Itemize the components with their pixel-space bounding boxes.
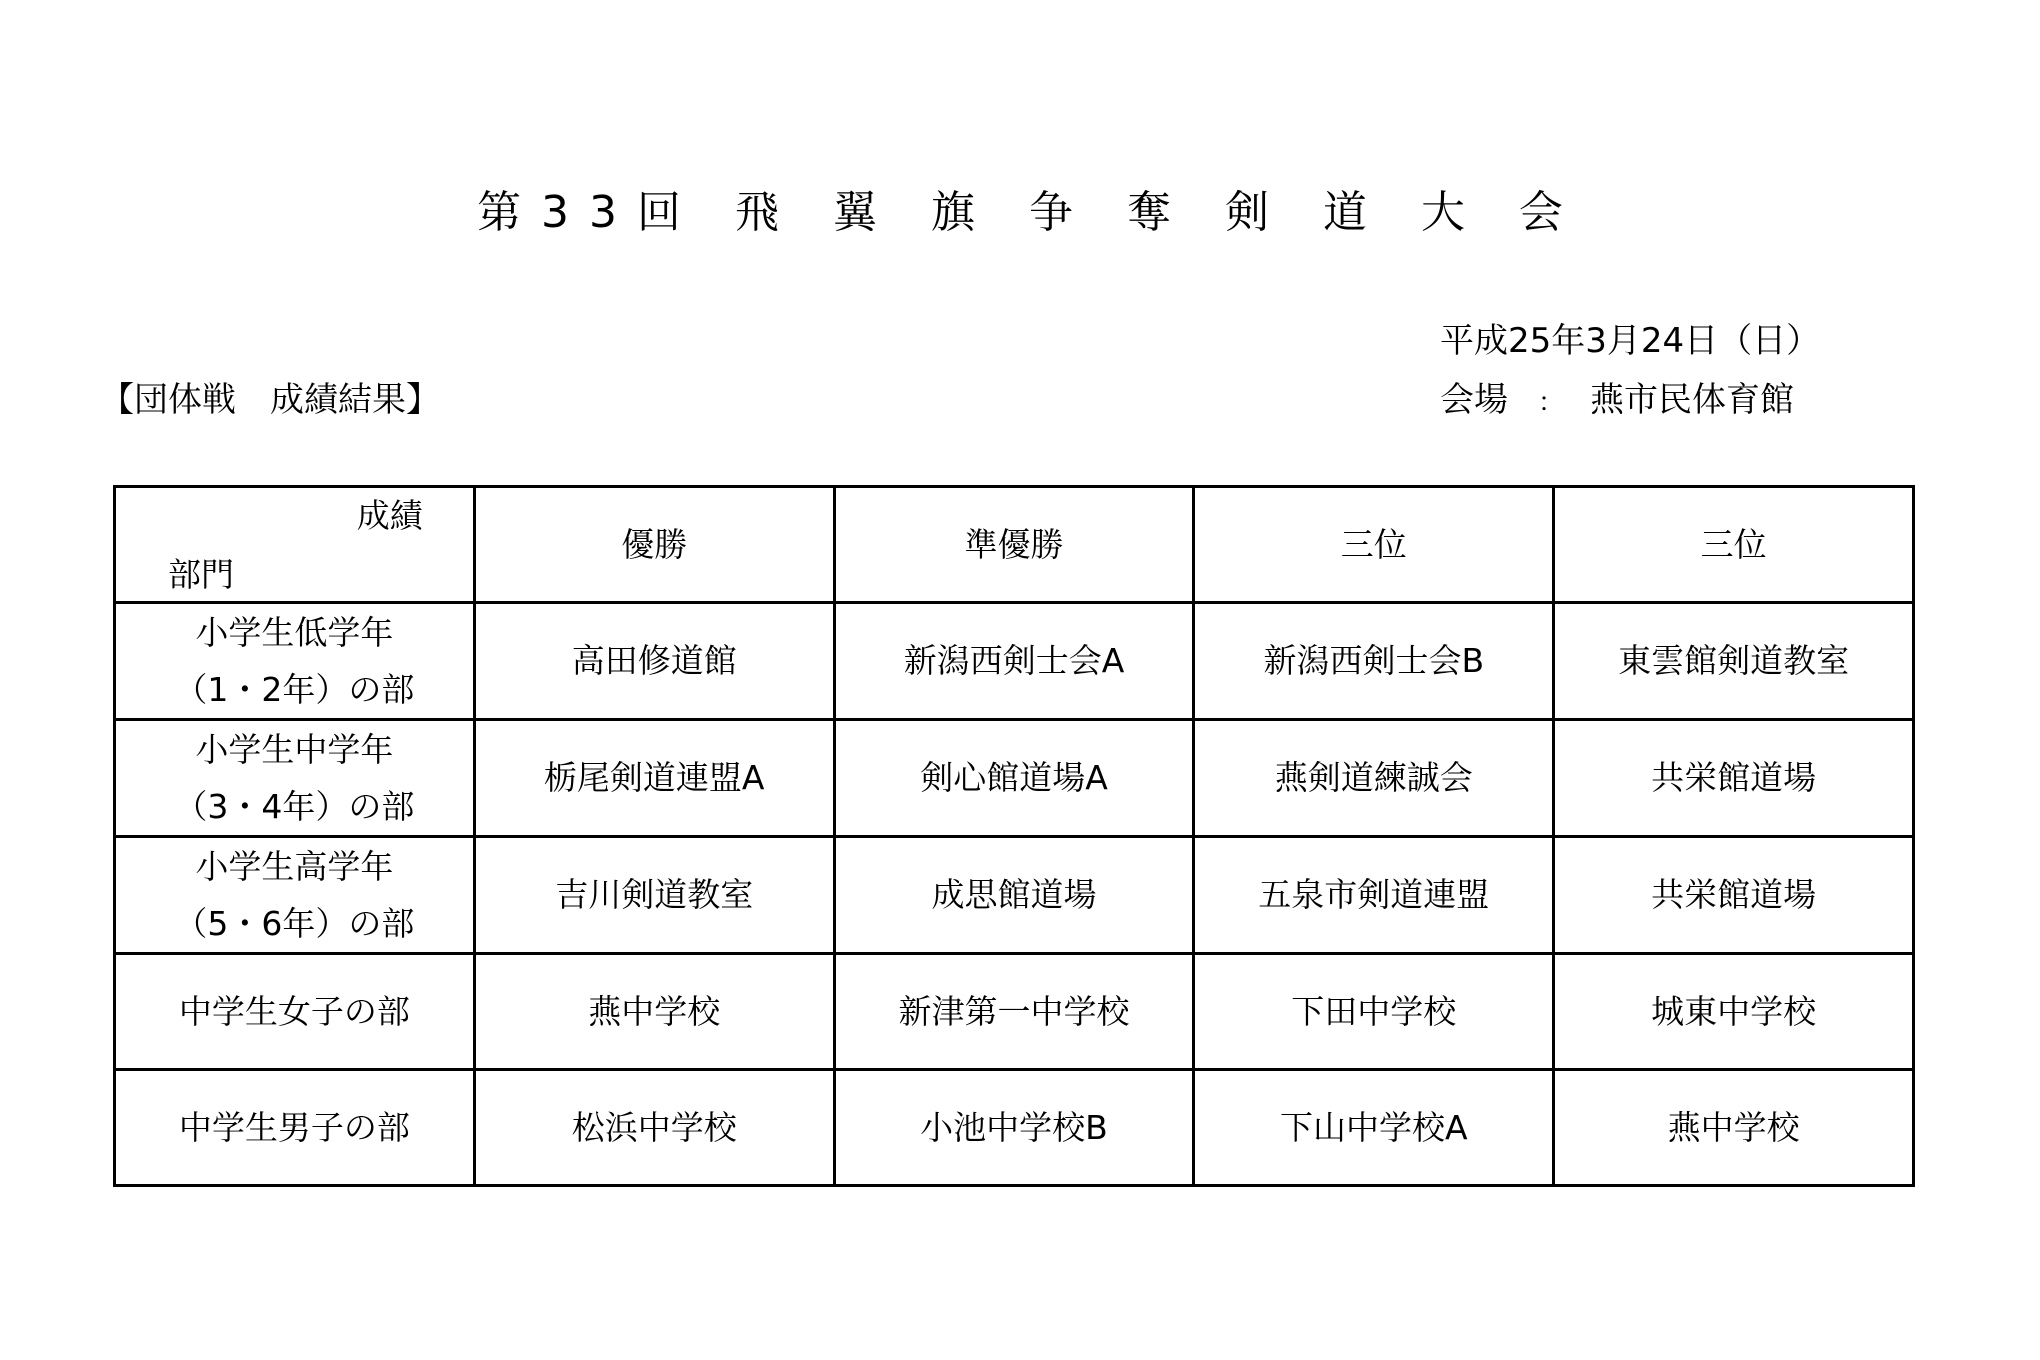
venue-line <box>1440 379 1794 424</box>
result-cell: 成思館道場 <box>834 837 1194 954</box>
results-table <box>113 485 1915 1187</box>
section-heading: 【団体戦 成績結果】 <box>100 380 440 420</box>
table-header-row <box>115 487 1914 603</box>
division-name: 小学生高学年 <box>195 847 394 886</box>
corner-division-label: 部門 <box>168 555 234 594</box>
result-cell: 城東中学校 <box>1554 954 1914 1070</box>
venue-name: 燕市民体育館 <box>1590 380 1795 420</box>
division-cell <box>115 837 475 954</box>
division-cell <box>115 603 475 720</box>
result-cell: 高田修道館 <box>474 603 834 720</box>
result-cell: 東雲館剣道教室 <box>1554 603 1914 720</box>
result-cell: 共栄館道場 <box>1554 837 1914 954</box>
result-cell: 栃尾剣道連盟A <box>474 720 834 837</box>
division-cell: 中学生女子の部 <box>115 954 475 1070</box>
result-cell: 下田中学校 <box>1194 954 1554 1070</box>
result-cell: 新潟西剣士会B <box>1194 603 1554 720</box>
venue-separator: ： <box>1538 388 1565 418</box>
corner-results-label: 成績 <box>356 496 423 535</box>
division-grades: （1・2年）の部 <box>174 670 415 709</box>
result-cell: 燕剣道練誠会 <box>1194 720 1554 837</box>
result-cell: 共栄館道場 <box>1554 720 1914 837</box>
division-name: 小学生中学年 <box>195 730 394 769</box>
table-row <box>115 837 1914 954</box>
result-cell: 松浜中学校 <box>474 1070 834 1186</box>
division-cell <box>115 720 475 837</box>
table-row <box>115 720 1914 837</box>
table-row <box>115 954 1914 1070</box>
result-cell: 燕中学校 <box>474 954 834 1070</box>
header-cell-runner-up: 準優勝 <box>834 487 1194 603</box>
result-cell: 吉川剣道教室 <box>474 837 834 954</box>
header-cell-third-2: 三位 <box>1554 487 1914 603</box>
event-date: 平成25年3月24日（日） <box>1440 321 1821 361</box>
result-cell: 新津第一中学校 <box>834 954 1194 1070</box>
result-cell: 燕中学校 <box>1554 1070 1914 1186</box>
division-grades: （5・6年）の部 <box>174 904 415 943</box>
table-row <box>115 603 1914 720</box>
division-cell: 中学生男子の部 <box>115 1070 475 1186</box>
header-cell-third-1: 三位 <box>1194 487 1554 603</box>
document-title: 第33回 飛 翼 旗 争 奪 剣 道 大 会 <box>477 187 1583 238</box>
result-cell: 五泉市剣道連盟 <box>1194 837 1554 954</box>
venue-label: 会場 <box>1440 380 1508 420</box>
result-cell: 下山中学校A <box>1194 1070 1554 1186</box>
table-row <box>115 1070 1914 1186</box>
corner-header-cell <box>115 487 475 603</box>
result-cell: 小池中学校B <box>834 1070 1194 1186</box>
division-grades: （3・4年）の部 <box>174 787 415 826</box>
result-cell: 剣心館道場A <box>834 720 1194 837</box>
result-cell: 新潟西剣士会A <box>834 603 1194 720</box>
division-name: 小学生低学年 <box>195 613 394 652</box>
header-cell-champion: 優勝 <box>474 487 834 603</box>
